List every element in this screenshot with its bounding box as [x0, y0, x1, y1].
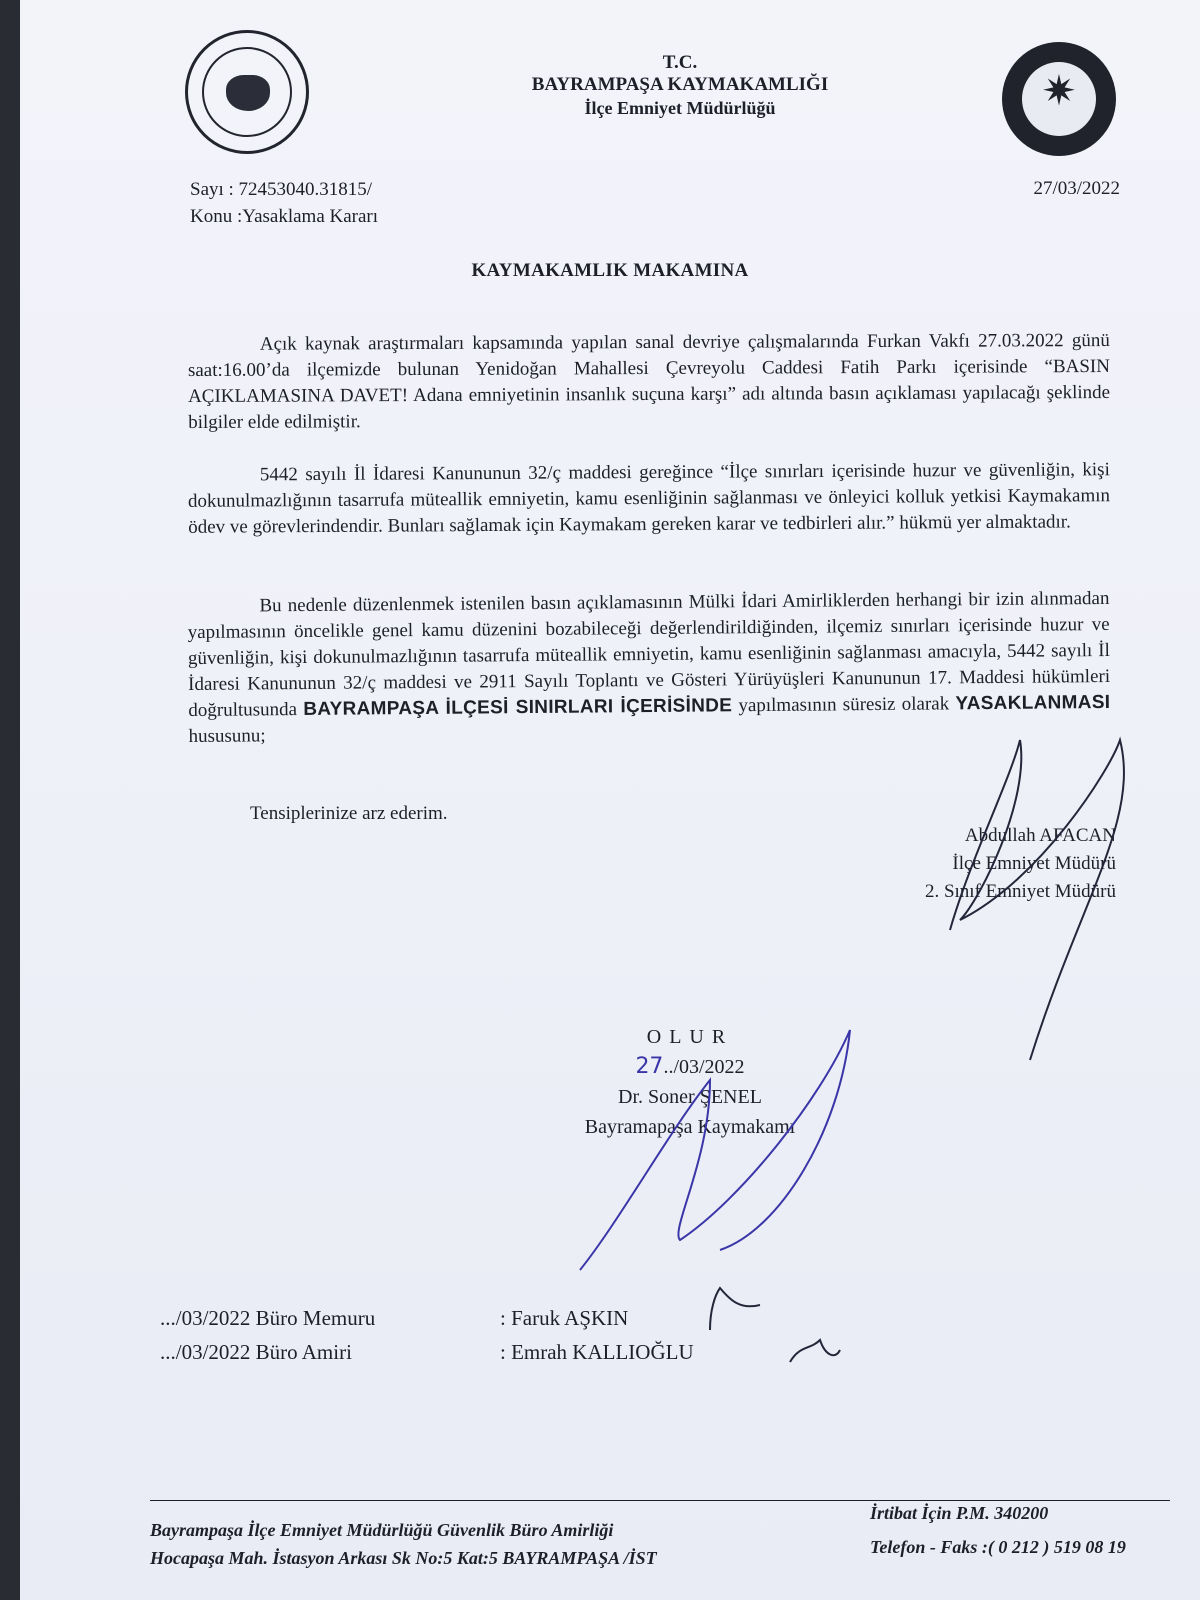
paragraph-3: Bu nedenle düzenlenmek istenilen basın açıklamasının Mülki İdari Amirliklerden herhangi bir izin alınmadan yapılmasının öncelikle genel kamu düzenini bozabileceği değerlendirildiğinden, ilçemiz sınırları içerisinde huzur ve güvenliğin, kişi dokunulmazlığının tasarrufa müteallik emniyetin, kamu esenliğinin sağlanması amacıyla, 5442 sayılı İl İdaresi Kanununun 32/ç maddesi ve 2911 Sayılı Toplantı ve Gösteri Yürüyüşleri Kanununun 17. Maddesi hükümleri doğrultusunda BAYRAMPAŞA İLÇESİ SINIRLARI İÇERİSİNDE yapılmasının süresiz olarak YASAKLANMASI hususunu;: [187, 587, 1111, 748]
handwritten-day: 27: [635, 1054, 664, 1079]
staff-row: [160, 1340, 694, 1365]
kaymakamlik-seal-icon: [185, 30, 309, 154]
signatory-name: Abdullah AFACAN: [964, 825, 1116, 846]
approver-name: Dr. Soner ŞENEL: [618, 1086, 762, 1108]
paragraph-2: 5442 sayılı İl İdaresi Kanununun 32/ç maddesi gereğince “İlçe sınırları içerisinde huzur ve güvenliğin, kişi dokunulmazlığının tasarrufa müteallik emniyetin, kamu esenliğinin sağlanması ve önleyici kolluk yetkisi Kaymakamın ödev ve görevlerindendir. Bunları sağlamak için Kaymakam gereken karar ve tedbirleri alır.” hükmü yer almaktadır.: [187, 459, 1111, 538]
paragraph-1: Açık kaynak araştırmaları kapsamında yapılan sanal devriye çalışmalarında Furkan Vakfı 27.03.2022 günü saat:16.00’da ilçemizde bulunan Yenidoğan Mahallesi Çevreyolu Caddesi Fatih Parkı içerisinde “BASIN AÇIKLAMASINA DAVET! Adana emniyetinin insanlık suçuna karşı” adı altında basın açıklaması yapılacağı şeklinde bilgiler elde edilmiştir.: [187, 329, 1111, 434]
document-date: 27/03/2022: [1033, 178, 1120, 199]
document-page: [20, 0, 1200, 1600]
signatory-title: İlçe Emniyet Müdürü: [952, 853, 1116, 874]
approval-olur: OLUR: [646, 1026, 734, 1048]
reference-block: [190, 176, 378, 230]
signatory-block: [925, 822, 1116, 906]
header-line-kaymakamlik: BAYRAMPAŞA KAYMAKAMLIĞI: [531, 74, 829, 95]
staff-date-role: .../03/2022 Büro Memuru: [160, 1306, 376, 1330]
subject-line: Konu :Yasaklama Kararı: [190, 206, 379, 227]
signatory-rank: 2. Sınıf Emniyet Müdürü: [924, 881, 1116, 902]
reference-number: Sayı : 72453040.31815/: [190, 179, 373, 200]
initials-askin: [710, 1288, 760, 1330]
police-badge-icon: ✷: [1002, 42, 1116, 156]
emphasis-district: BAYRAMPAŞA İLÇESİ SINIRLARI İÇERİSİNDE: [303, 695, 733, 721]
approval-block: [540, 1022, 840, 1142]
approval-date: 27../03/2022: [635, 1054, 745, 1079]
footer-address: Bayrampaşa İlçe Emniyet Müdürlüğü Güvenlik Büro Amirliği Hocapaşa Mah. İstasyon Arkası Sk No:5 Kat:5 BAYRAMPAŞA /İST: [150, 1520, 657, 1568]
staff-date-role: .../03/2022 Büro Amiri: [160, 1340, 352, 1364]
staff-row: [160, 1306, 629, 1331]
recipient-heading: KAYMAKAMLIK MAKAMINA: [471, 260, 749, 281]
footer-contact: İrtibat İçin P.M. 340200 Telefon - Faks :( 0 212 ) 519 08 19: [870, 1503, 1126, 1557]
closing-line: Tensiplerinize arz ederim.: [250, 803, 448, 824]
letterhead: [440, 52, 920, 119]
emphasis-ban: YASAKLANMASI: [955, 691, 1111, 715]
header-line-tc: T.C.: [662, 52, 698, 73]
approver-title: Bayramapaşa Kaymakamı: [584, 1116, 796, 1138]
initials-kallioglu: [790, 1340, 840, 1362]
header-line-mudurluk: İlçe Emniyet Müdürlüğü: [584, 98, 776, 118]
staff-name: : Faruk AŞKIN: [500, 1306, 629, 1330]
staff-name: : Emrah KALLIOĞLU: [500, 1340, 694, 1364]
